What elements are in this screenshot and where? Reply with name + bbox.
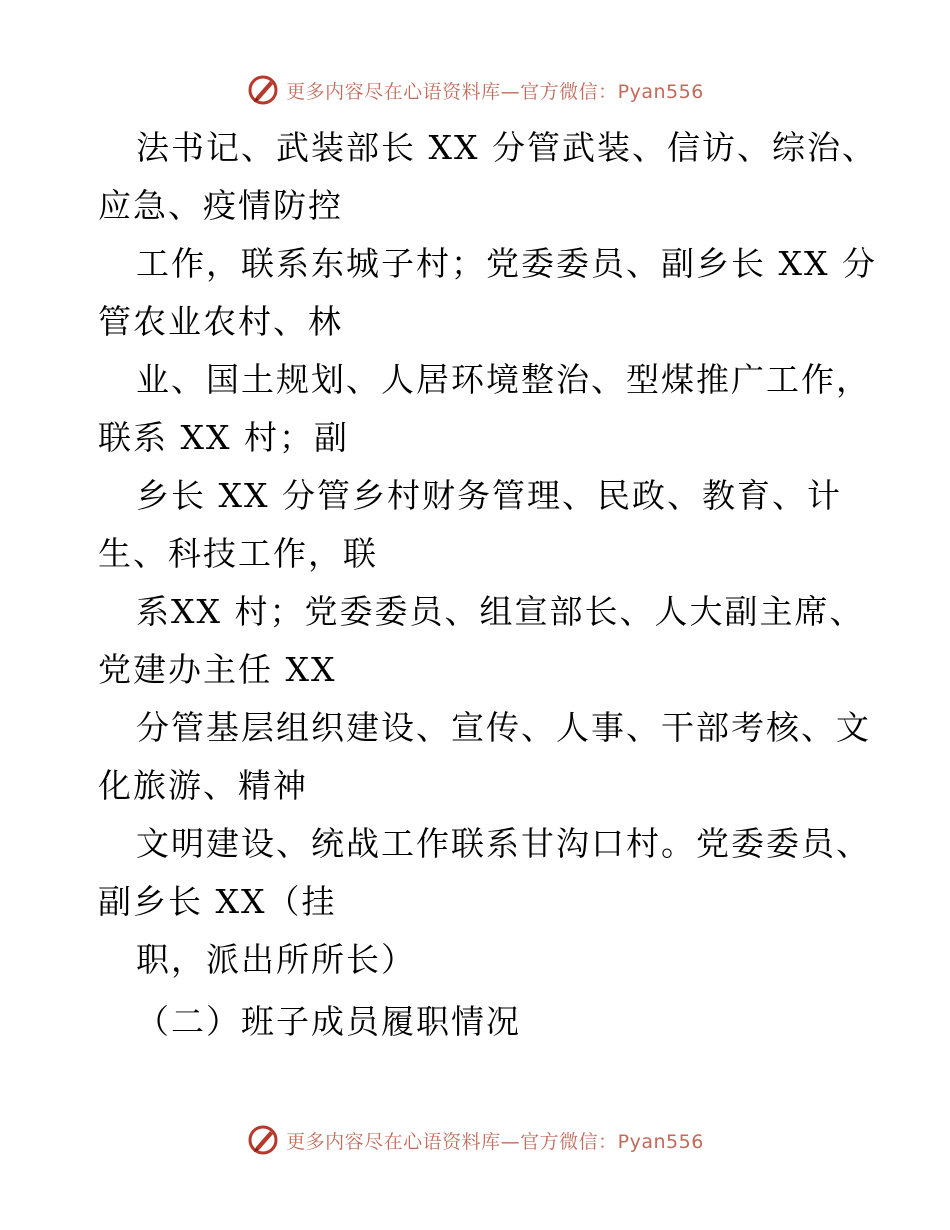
body-line: 分管基层组织建设、宣传、人事、干部考核、文 xyxy=(136,708,871,747)
body-line: 副乡长 XX（挂 xyxy=(98,882,337,921)
body-line: 党建办主任 XX xyxy=(98,650,337,689)
section-heading: （二）班子成员履职情况 xyxy=(136,1002,521,1041)
body-line: 应急、疫情防控 xyxy=(98,186,343,225)
body-line: 生、科技工作，联 xyxy=(98,534,378,573)
body-line: 工作，联系东城子村；党委委员、副乡长 XX 分 xyxy=(136,244,877,283)
watermark-footer xyxy=(0,1122,950,1158)
watermark-text: 更多内容尽在心语资料库—官方微信：Pyan556 xyxy=(286,1130,704,1153)
pen-logo-icon xyxy=(246,1123,280,1157)
body-line: 管农业农村、林 xyxy=(98,302,343,341)
watermark-text: 更多内容尽在心语资料库—官方微信：Pyan556 xyxy=(286,80,704,103)
watermark-header xyxy=(0,72,950,108)
body-line: 业、国土规划、人居环境整治、型煤推广工作， xyxy=(136,360,871,399)
body-line: 联系 XX 村；副 xyxy=(98,418,349,457)
pen-logo-icon xyxy=(246,73,280,107)
body-line: 文明建设、统战工作联系甘沟口村。党委委员、 xyxy=(136,824,871,863)
body-line: 化旅游、精神 xyxy=(98,766,308,805)
body-line: 系XX 村；党委委员、组宣部长、人大副主席、 xyxy=(136,592,865,631)
body-line: 职，派出所所长） xyxy=(136,940,416,979)
body-line: 乡长 XX 分管乡村财务管理、民政、教育、计 xyxy=(136,476,842,515)
body-line: 法书记、武装部长 XX 分管武装、信访、综治、 xyxy=(136,128,877,167)
